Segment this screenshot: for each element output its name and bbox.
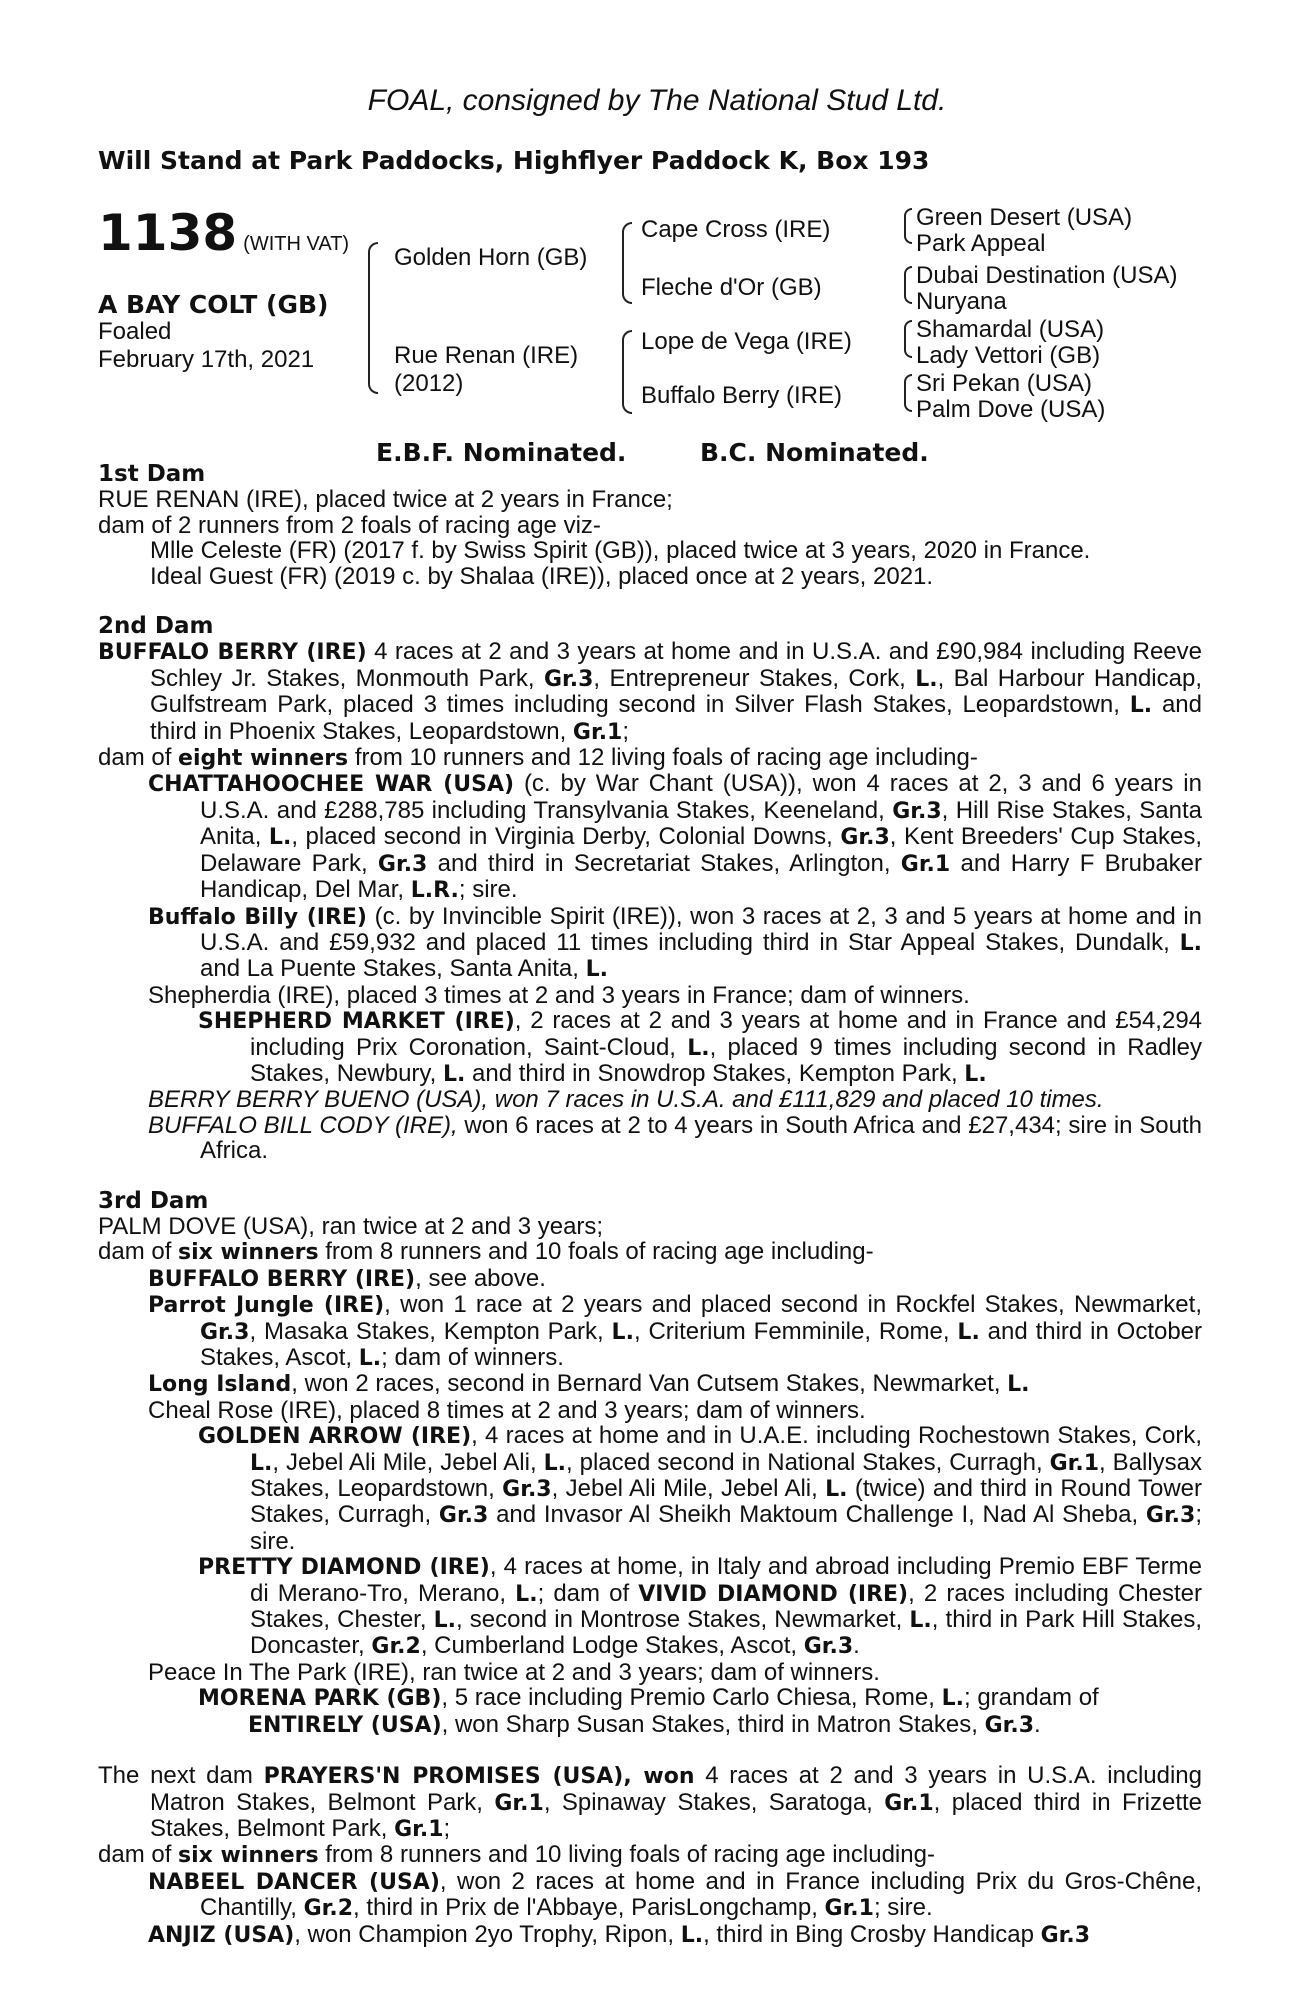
text: and third in Secretariat Stakes, Arlington,: [427, 849, 901, 877]
consignor-line: FOAL, consigned by The National Stud Ltd.: [367, 84, 947, 117]
text: , placed third in Frizette Stakes, Belmont Park,: [150, 1788, 1203, 1842]
brace-g3: [904, 320, 912, 358]
text: and third in October Stakes, Ascot,: [200, 1317, 1203, 1371]
brace-g2: [904, 266, 912, 304]
text: , 4 races at home and in U.A.E. including Rochestown Stakes, Cork,: [471, 1422, 1202, 1450]
text: , Ballysax Stakes, Leopardstown,: [250, 1448, 1203, 1503]
produce-golden-arrow: [98, 1423, 1202, 1554]
horse-name: Long Island: [148, 1372, 292, 1398]
grade: Gr.1: [394, 1816, 444, 1842]
horse-name: MORENA PARK (GB): [198, 1686, 442, 1712]
catalogue-body: [98, 462, 1202, 1948]
pedigree-g2: Park Appeal: [916, 230, 1046, 257]
lot-number: 1138: [98, 204, 238, 262]
text: , Kent Breeders' Cup Stakes, Delaware Park,: [200, 823, 1203, 877]
pedigree-g1: Green Desert (USA): [916, 204, 1133, 231]
grade: L.: [964, 1061, 987, 1087]
horse-name: Buffalo Billy (IRE): [148, 904, 367, 930]
grade: Gr.1: [824, 1896, 874, 1922]
text: and third in Phoenix Stakes, Leopardstown,: [150, 691, 1202, 745]
text: ;: [622, 717, 630, 745]
pedigree-dam: Rue Renan (IRE): [394, 342, 579, 369]
grade: L.: [909, 1608, 932, 1634]
horse-name: ENTIRELY (USA): [248, 1712, 442, 1738]
text: , Hill Rise Stakes, Santa Anita,: [200, 796, 1203, 851]
text: , third in Prix de l'Abbaye, ParisLongchamp,: [353, 1894, 825, 1922]
third-dam-line-1: PALM DOVE (USA), ran twice at 2 and 3 years;: [98, 1212, 604, 1240]
stand-location: Will Stand at Park Paddocks, Highflyer Paddock K, Box 193: [98, 146, 930, 175]
text: dam of: [98, 1841, 179, 1869]
produce-buffalo-bill-cody: [98, 1113, 1202, 1164]
grade: L.: [611, 1319, 634, 1345]
pedigree-g6: Lady Vettori (GB): [916, 342, 1101, 369]
grade: L.: [515, 1581, 538, 1607]
grade: L.: [358, 1346, 382, 1371]
grade: Gr.2: [303, 1896, 354, 1922]
grade: Gr.3: [984, 1712, 1035, 1738]
grade: L.: [442, 1061, 466, 1087]
grade: L.: [543, 1450, 566, 1476]
grade: Gr.3: [892, 798, 942, 824]
text: and third in Snowdrop Stakes, Kempton Park,: [465, 1059, 965, 1087]
text: , Criterium Femminile, Rome,: [633, 1317, 958, 1345]
lot-block: [98, 204, 349, 262]
produce-berry-berry-bueno: BERRY BERRY BUENO (USA), won 7 races in U.S.A. and £111,829 and placed 10 times.: [148, 1086, 1104, 1114]
vat-label: (WITH VAT): [243, 233, 350, 255]
produce-entirely: [98, 1712, 1202, 1738]
pedigree-dam-year: (2012): [394, 370, 464, 397]
text: , 2 races at 2 and 3 years at home and in France and £54,294 including Prix Coronation, Saint-Cloud,: [250, 1007, 1203, 1061]
horse-name: ANJIZ (USA): [148, 1922, 295, 1948]
horse-name: Parrot Jungle (IRE): [148, 1293, 385, 1319]
grade: L.: [915, 666, 938, 692]
grade: Gr.3: [840, 825, 890, 851]
text: , won 1 race at 2 years and placed second in Rockfel Stakes, Newmarket,: [384, 1291, 1202, 1319]
produce-buffalo-billy: [98, 904, 1202, 983]
text: , placed 9 times including second in Radley Stakes, Newbury,: [250, 1033, 1202, 1087]
grade: L.: [680, 1922, 704, 1948]
horse-name: GOLDEN ARROW (IRE): [198, 1424, 472, 1450]
grade: L.: [825, 1477, 848, 1503]
foaled-block: [98, 318, 314, 374]
grade: Gr.1: [1049, 1450, 1100, 1476]
pedigree-dam-sire: Lope de Vega (IRE): [641, 328, 852, 355]
grade: Gr.3: [438, 1503, 489, 1529]
produce-morena-park: [98, 1685, 1202, 1711]
winners-count: six winners: [178, 1240, 319, 1266]
brace-dam-parents: [622, 330, 632, 414]
brace-sire-parents: [622, 222, 632, 304]
text: and Invasor Al Sheikh Maktoum Challenge I, Nad Al Sheba,: [488, 1501, 1146, 1529]
third-dam-heading: 3rd Dam: [98, 1187, 209, 1214]
text: ; sire.: [873, 1894, 933, 1922]
text: .: [853, 1632, 860, 1660]
grade: Gr.1: [572, 719, 623, 745]
text: , 4 races at home, in Italy and abroad including Premio EBF Terme di Merano-Tro, Merano,: [250, 1553, 1202, 1607]
text: (c. by War Chant (USA)), won 4 races at 2, 3 and 6 years in U.S.A. and £288,785 including Transylvania Stakes, Keeneland,: [200, 770, 1202, 824]
first-dam-produce-2: Ideal Guest (FR) (2019 c. by Shalaa (IRE)), placed once at 2 years, 2021.: [150, 562, 934, 590]
text: ; dam of winners.: [381, 1344, 564, 1371]
pedigree-sire-dam: Fleche d'Or (GB): [641, 274, 822, 301]
first-dam-produce-1: Mlle Celeste (FR) (2017 f. by Swiss Spirit (GB)), placed twice at 3 years, 2020 in France.: [150, 537, 1091, 565]
winners-count: six winners: [178, 1843, 319, 1869]
text: , won: [623, 1764, 695, 1790]
pedigree-g7: Sri Pekan (USA): [916, 370, 1093, 397]
text: from 8 runners and 10 living foals of racing age including-: [318, 1841, 935, 1869]
winners-count: eight winners: [178, 746, 349, 772]
grade: Gr.3: [1145, 1503, 1196, 1529]
brace-sire-dam: [368, 242, 378, 394]
next-dam-record: [98, 1763, 1202, 1842]
grade: Gr.1: [884, 1790, 934, 1816]
horse-description: A BAY COLT (GB): [98, 290, 329, 319]
next-dam-name: PRAYERS'N PROMISES (USA): [263, 1764, 624, 1790]
second-dam-heading: 2nd Dam: [98, 613, 214, 640]
text: , see above.: [415, 1264, 546, 1292]
horse-name: PRETTY DIAMOND (IRE): [198, 1555, 490, 1581]
text: and La Puente Stakes, Santa Anita,: [200, 955, 586, 983]
produce-buffalo-berry: [98, 1266, 1202, 1292]
text: .: [1034, 1710, 1041, 1738]
text: , won Champion 2yo Trophy, Ripon,: [294, 1920, 681, 1948]
text: and Harry F Brubaker Handicap, Del Mar,: [200, 849, 1202, 904]
pedigree-g4: Nuryana: [916, 288, 1007, 315]
text: from 10 runners and 12 living foals of racing age including-: [348, 744, 978, 772]
pedigree-sire: Golden Horn (GB): [394, 244, 588, 271]
text: , won 2 races, second in Bernard Van Cutsem Stakes, Newmarket,: [291, 1370, 1008, 1398]
grade: L.: [433, 1608, 456, 1634]
text: 4 races at 2 and 3 years in U.S.A. including Matron Stakes, Belmont Park,: [150, 1762, 1202, 1816]
produce-nabeel-dancer: [98, 1869, 1202, 1922]
grade: Gr.2: [371, 1634, 421, 1660]
second-dam-name: BUFFALO BERRY (IRE): [98, 640, 367, 666]
grade: L.: [1007, 1372, 1030, 1398]
grade: L.: [941, 1686, 964, 1712]
produce-chattahoochee-war: [98, 771, 1202, 903]
first-dam-line-1: RUE RENAN (IRE), placed twice at 2 years in France;: [98, 486, 673, 514]
horse-name: BUFFALO BILL CODY (IRE),: [148, 1111, 458, 1139]
text: dam of: [98, 744, 179, 772]
text: won 6 races at 2 to 4 years in South Africa and £27,434; sire in South Africa.: [200, 1111, 1202, 1165]
text: (twice) and third in Round Tower Stakes, Curragh,: [250, 1475, 1202, 1529]
text: , second in Montrose Stakes, Newmarket,: [456, 1606, 910, 1634]
grade: Gr.3: [200, 1319, 250, 1345]
text: ;: [443, 1814, 451, 1842]
pedigree-g5: Shamardal (USA): [916, 316, 1105, 343]
text: , won 2 races at home and in France including Prix du Gros-Chêne, Chantilly,: [200, 1867, 1202, 1922]
brace-g4: [904, 374, 912, 412]
text: ; sire.: [458, 876, 518, 904]
grade: L.: [957, 1319, 980, 1345]
grade: Gr.1: [494, 1790, 544, 1816]
horse-name: CHATTAHOOCHEE WAR (USA): [148, 772, 515, 798]
text: (c. by Invincible Spirit (IRE)), won 3 races at 2, 3 and 5 years at home and in U.S.A. and £59,932 and placed 11 times including third in Star Appeal Stakes, Dundalk,: [200, 902, 1202, 956]
produce-long-island: [98, 1371, 1202, 1397]
grade: L.: [687, 1035, 710, 1061]
text: ; grandam of: [963, 1684, 1099, 1712]
next-dam-produce-summary: [98, 1842, 1202, 1868]
pedigree-dam-dam: Buffalo Berry (IRE): [641, 382, 842, 409]
brace-g1: [904, 208, 912, 244]
pedigree-g8: Palm Dove (USA): [916, 396, 1106, 423]
text: , placed second in National Stakes, Curragh,: [565, 1448, 1050, 1476]
ebf-nomination: E.B.F. Nominated.: [376, 438, 627, 467]
text: ; sire.: [250, 1501, 1203, 1555]
produce-pretty-diamond: [98, 1554, 1202, 1660]
second-dam-record: [98, 639, 1202, 745]
text: , third in Bing Crosby Handicap: [703, 1920, 1041, 1948]
grade: L.: [268, 825, 292, 851]
text: , Cumberland Lodge Stakes, Ascot,: [420, 1632, 804, 1660]
text: , 2 races including Chester Stakes, Chester,: [250, 1579, 1202, 1634]
text: The next dam: [98, 1762, 264, 1790]
first-dam-heading: 1st Dam: [98, 461, 206, 487]
text: , Masaka Stakes, Kempton Park,: [249, 1317, 612, 1345]
text: , 5 race including Premio Carlo Chiesa, Rome,: [441, 1684, 942, 1712]
text: dam of: [98, 1238, 179, 1266]
produce-peace-in-the-park: Peace In The Park (IRE), ran twice at 2 and 3 years; dam of winners.: [148, 1658, 880, 1686]
horse-name: NABEEL DANCER (USA): [148, 1869, 440, 1895]
grade: Gr.3: [377, 851, 428, 877]
pedigree-sire-sire: Cape Cross (IRE): [641, 216, 831, 243]
text: , Jebel Ali Mile, Jebel Ali,: [551, 1475, 826, 1503]
text: ; dam of: [537, 1579, 639, 1607]
grade: Gr.3: [543, 666, 594, 692]
second-dam-produce-summary: [98, 745, 1202, 771]
grade: L.: [1129, 693, 1153, 719]
foaled-label: Foaled: [98, 318, 172, 345]
produce-shepherdia: Shepherdia (IRE), placed 3 times at 2 and 3 years in France; dam of winners.: [148, 981, 970, 1009]
bc-nomination: B.C. Nominated.: [700, 438, 929, 467]
text: , placed second in Virginia Derby, Colonial Downs,: [291, 823, 841, 851]
text: , won Sharp Susan Stakes, third in Matron Stakes,: [441, 1710, 985, 1738]
third-dam-produce-summary: [98, 1239, 1202, 1265]
produce-shepherd-market: [98, 1008, 1202, 1087]
grade: Gr.3: [803, 1634, 854, 1660]
produce-parrot-jungle: [98, 1292, 1202, 1371]
grade: Gr.3: [502, 1477, 552, 1503]
text: 4 races at 2 and 3 years at home and in U.S.A. and £90,984 including Reeve Schley Jr. Stakes, Monmouth Park,: [150, 638, 1202, 692]
text: , third in Park Hill Stakes, Doncaster,: [250, 1606, 1203, 1660]
text: , Spinaway Stakes, Saratoga,: [543, 1788, 885, 1816]
produce-anjiz: [98, 1922, 1202, 1948]
grade: Gr.3: [1040, 1922, 1091, 1948]
text: , Jebel Ali Mile, Jebel Ali,: [272, 1448, 544, 1476]
text: from 8 runners and 10 foals of racing age including-: [318, 1238, 874, 1266]
horse-name: BUFFALO BERRY (IRE): [148, 1266, 416, 1292]
pedigree-g3: Dubai Destination (USA): [916, 262, 1178, 289]
grade: L.: [1179, 930, 1202, 956]
grade: L.: [585, 957, 609, 983]
first-dam-line-2: dam of 2 runners from 2 foals of racing age viz-: [98, 511, 601, 539]
foaled-date: February 17th, 2021: [98, 346, 315, 373]
text: , Bal Harbour Handicap, Gulfstream Park, placed 3 times including second in Silver Flash Stakes, Leopardstown,: [150, 664, 1202, 719]
grade: L.: [250, 1450, 273, 1476]
grade: L.R.: [410, 878, 459, 904]
grade: Gr.1: [900, 851, 951, 877]
horse-name: VIVID DIAMOND (IRE): [638, 1581, 909, 1607]
text: , Entrepreneur Stakes, Cork,: [593, 664, 916, 692]
horse-name: SHEPHERD MARKET (IRE): [198, 1009, 515, 1035]
produce-cheal-rose: Cheal Rose (IRE), placed 8 times at 2 and 3 years; dam of winners.: [148, 1396, 866, 1424]
